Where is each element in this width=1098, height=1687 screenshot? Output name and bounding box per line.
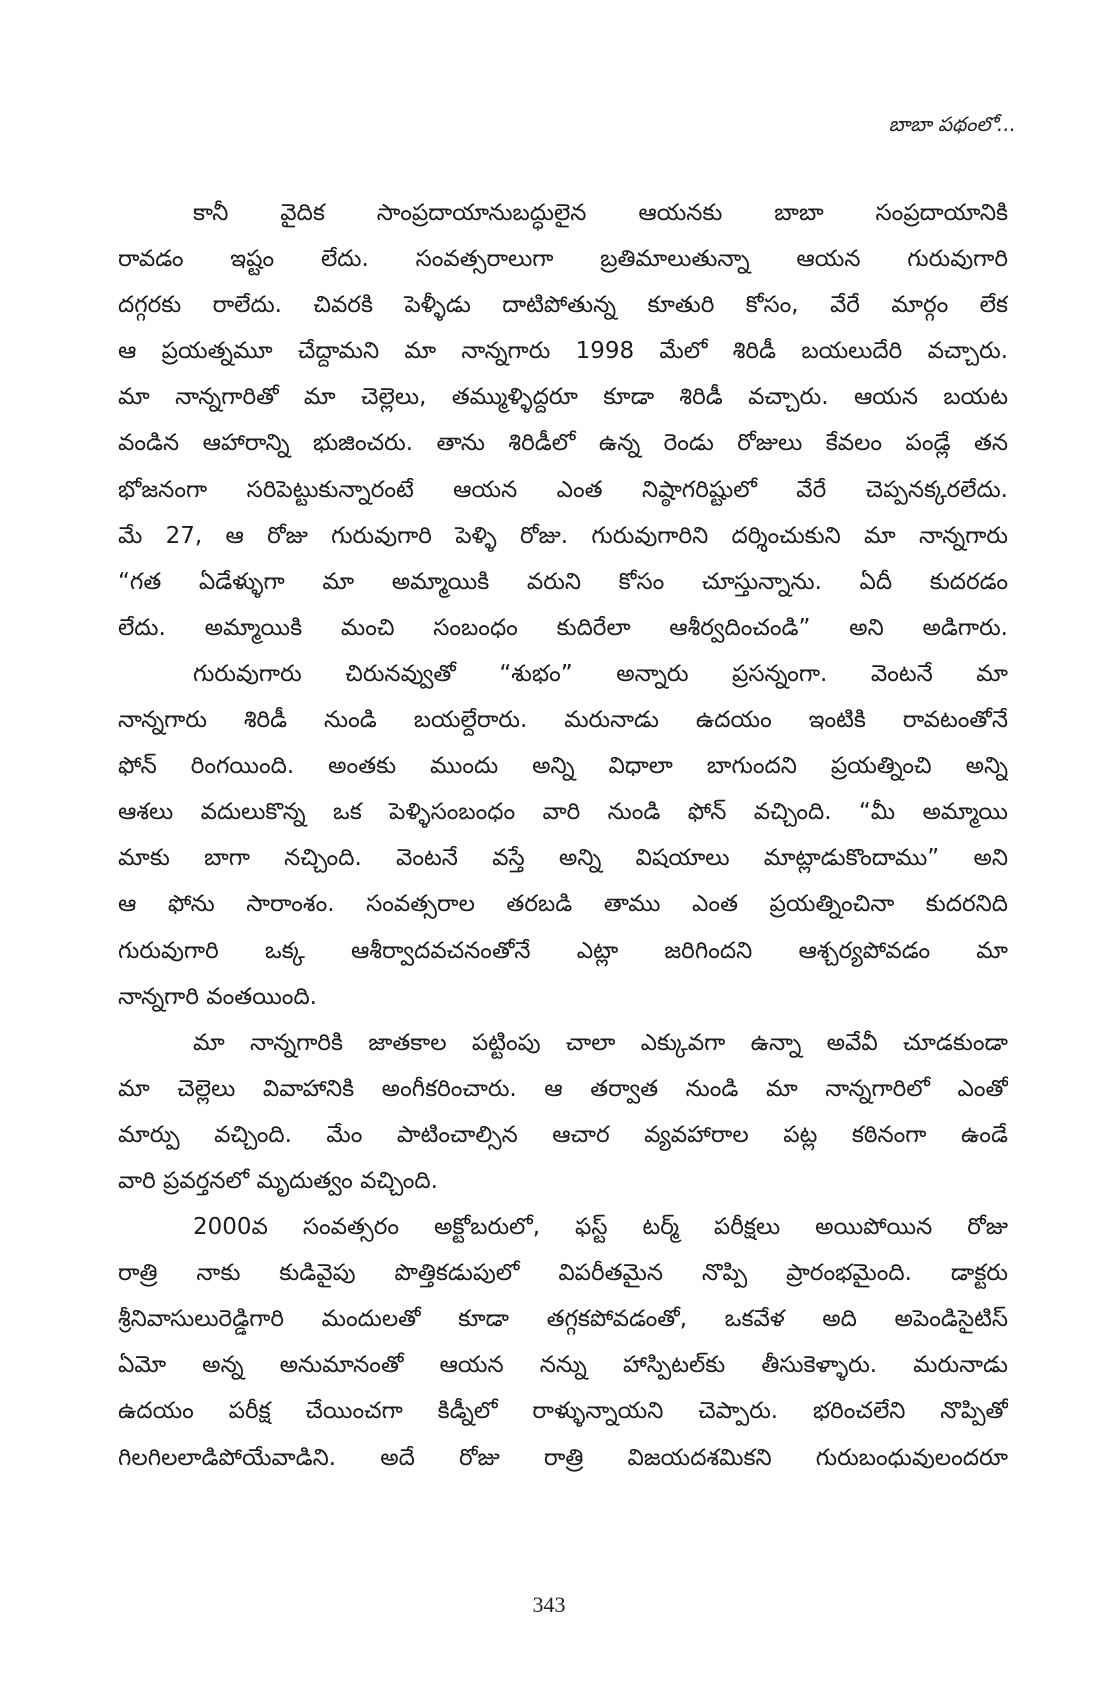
text-line: రావడం ఇష్టం లేదు. సంవత్సరాలుగా బ్రతిమాలుతున్నా ఆయన గురువుగారి xyxy=(118,246,1008,273)
text-line: మాకు బాగా నచ్చింది. వెంటనే వస్తే అన్ని విషయాలు మాట్లాడుకొందాము” అని xyxy=(118,845,1008,872)
text-line: మార్పు వచ్చింది. మేం పాటించాల్సిన ఆచార వ్యవహారాల పట్ల కఠినంగా ఉండే xyxy=(118,1121,1008,1148)
text-line: మా చెల్లెలు వివాహానికి అంగీకరించారు. ఆ తర్వాత నుండి మా నాన్నగారిలో ఎంతో xyxy=(118,1075,1008,1102)
text-line: ఆశలు వదులుకొన్న ఒక పెళ్ళిసంబంధం వారి నుండి ఫోన్ వచ్చింది. “మీ అమ్మాయి xyxy=(118,799,1008,826)
paragraph-first-line: గురువుగారు చిరునవ్వుతో “శుభం” అన్నారు ప్రసన్నంగా. వెంటనే మా xyxy=(193,660,1008,687)
text-line: ఏమో అన్న అనుమానంతో ఆయన నన్ను హాస్పిటల్‌కు తీసుకెళ్ళారు. మరునాడు xyxy=(118,1352,1008,1379)
text-line: “గత ఏడేళ్ళుగా మా అమ్మాయికి వరుని కోసం చూస్తున్నాను. ఏదీ కుదరడం xyxy=(118,568,1008,595)
text-line: దగ్గరకు రాలేదు. చివరకి పెళ్ళీడు దాటిపోతున్న కూతురి కోసం, వేరే మార్గం లేక xyxy=(118,292,1008,319)
text-line: గిలగిలలాడిపోయేవాడిని. అదే రోజు రాత్రి విజయదశమికని గురుబంధువులందరూ xyxy=(118,1444,1008,1471)
text-line: ఉదయం పరీక్ష చేయించగా కిడ్నీలో రాళ్ళున్నాయని చెప్పారు. భరించలేని నొప్పితో xyxy=(118,1398,1008,1425)
paragraph-first-line: మా నాన్నగారికి జాతకాల పట్టింపు చాలా ఎక్కువగా ఉన్నా అవేవీ చూడకుండా xyxy=(193,1029,1008,1056)
text-line: శ్రీనివాసులురెడ్డిగారి మందులతో కూడా తగ్గకపోవడంతో, ఒకవేళ అది అపెండిసైటిస్ xyxy=(118,1306,1008,1333)
text-line: మే 27, ఆ రోజు గురువుగారి పెళ్ళి రోజు. గురువుగారిని దర్శించుకుని మా నాన్నగారు xyxy=(118,522,1008,549)
text-line: ఫోన్ రింగయింది. అంతకు ముందు అన్ని విధాలా బాగుందని ప్రయత్నించి అన్ని xyxy=(118,753,1008,780)
text-line: లేదు. అమ్మాయికి మంచి సంబంధం కుదిరేలా ఆశీర్వదించండి” అని అడిగారు. xyxy=(118,614,1008,641)
page-number: 343 xyxy=(532,1592,566,1617)
text-line: ఆ ప్రయత్నమూ చేద్దామని మా నాన్నగారు 1998 మేలో శిరిడీ బయలుదేరి వచ్చారు. xyxy=(118,338,1008,365)
text-line: నాన్నగారి వంతయింది. xyxy=(118,983,317,1010)
text-line: వారి ప్రవర్తనలో మృదుత్వం వచ్చింది. xyxy=(118,1167,438,1194)
text-line: వండిన ఆహారాన్ని భుజించరు. తాను శిరిడీలో ఉన్న రెండు రోజులు కేవలం పండ్లే తన xyxy=(118,430,1008,457)
body-text xyxy=(118,190,1008,1481)
text-line: ఆ ఫోను సారాంశం. సంవత్సరాల తరబడి తాము ఎంత ప్రయత్నించినా కుదరనిది xyxy=(118,891,1008,918)
running-header: బాబా పథంలో... xyxy=(888,112,1016,136)
text-line: నాన్నగారు శిరిడీ నుండి బయల్దేరారు. మరునాడు ఉదయం ఇంటికి రావటంతోనే xyxy=(118,707,1008,734)
text-line: మా నాన్నగారితో మా చెల్లెలు, తమ్ముళ్ళిద్దరూ కూడా శిరిడీ వచ్చారు. ఆయన బయట xyxy=(118,384,1008,411)
paragraph-first-line: కానీ వైదిక సాంప్రదాయానుబద్ధులైన ఆయనకు బాబా సంప్రదాయానికి xyxy=(193,200,1008,226)
text-line: రాత్రి నాకు కుడివైపు పొత్తికడుపులో విపరీతమైన నొప్పి ప్రారంభమైంది. డాక్టరు xyxy=(118,1260,1008,1287)
paragraph-first-line: 2000వ సంవత్సరం అక్టోబరులో, ఫస్ట్ టర్మ్ పరీక్షలు అయిపోయిన రోజు xyxy=(193,1214,1008,1241)
text-line: గురువుగారి ఒక్క ఆశీర్వాదవచనంతోనే ఎట్లా జరిగిందని ఆశ్చర్యపోవడం మా xyxy=(118,937,1008,964)
text-line: భోజనంగా సరిపెట్టుకున్నారంటే ఆయన ఎంత నిష్ఠాగరిష్టులో వేరే చెప్పనక్కరలేదు. xyxy=(118,476,1008,503)
